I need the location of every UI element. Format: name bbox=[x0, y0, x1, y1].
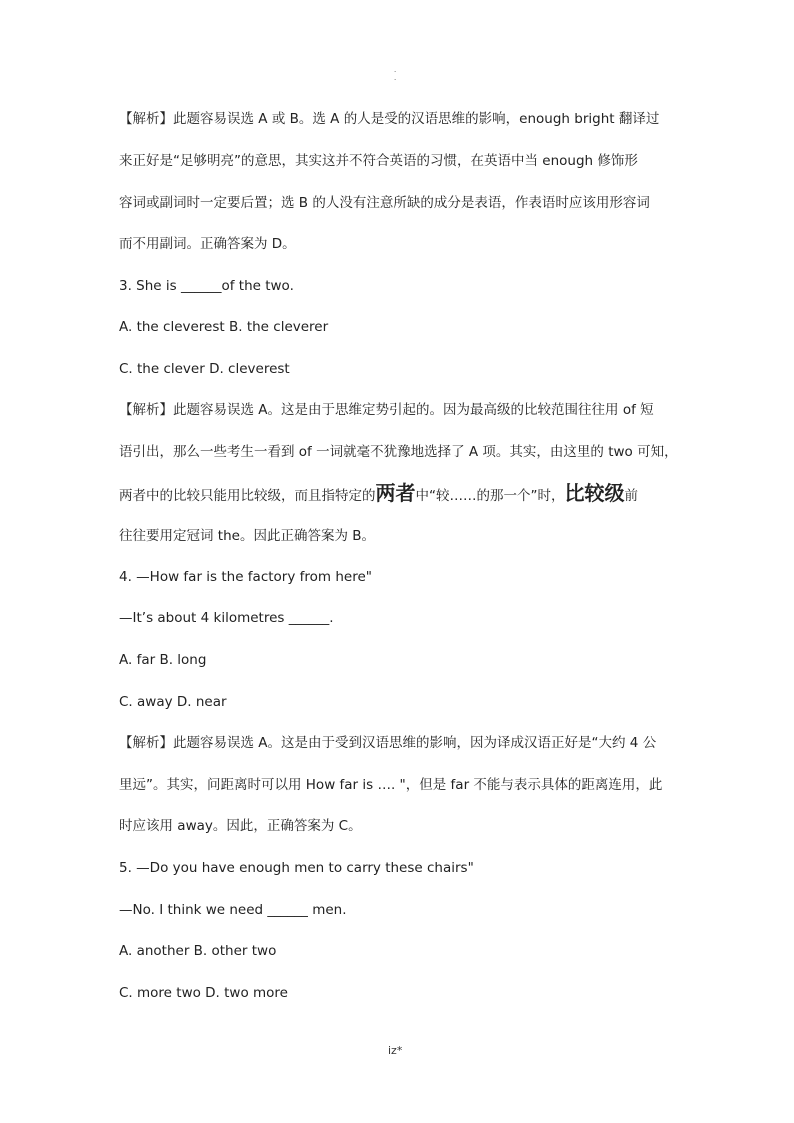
explanation-2-line-3: 容词或副词时一定要后置；选 B 的人没有注意所缺的成分是表语，作表语时应该用形容词 bbox=[119, 195, 650, 211]
question-4-options-cd: C. away D. near bbox=[119, 694, 227, 710]
question-3-options-cd: C. the clever D. cleverest bbox=[119, 361, 290, 377]
explanation-3-line-4: 往往要用定冠词 the。因此正确答案为 B。 bbox=[119, 528, 375, 544]
question-5-options-ab: A. another B. other two bbox=[119, 943, 277, 959]
emphasis-two: 两者 bbox=[375, 481, 416, 505]
explanation-3-line-3-part-b: 中“较……的那一个”时， bbox=[415, 488, 565, 504]
question-5-answer-line: —No. I think we need ______ men. bbox=[119, 902, 347, 918]
explanation-2-line-1: 【解析】此题容易误选 A 或 B。选 A 的人是受的汉语思维的影响，enough bright 翻译过 bbox=[119, 111, 660, 127]
explanation-2-line-4: 而不用副词。正确答案为 D。 bbox=[119, 236, 296, 252]
explanation-4-line-2: 里远”。其实，问距离时可以用 How far is …. "，但是 far 不能与表示具体的距离连用，此 bbox=[119, 777, 663, 793]
question-3-options-ab: A. the cleverest B. the cleverer bbox=[119, 319, 329, 335]
explanation-3-line-2: 语引出，那么一些考生一看到 of 一词就毫不犹豫地选择了 A 项。其实，由这里的 two 可知， bbox=[119, 444, 678, 460]
header-dots: . . bbox=[394, 66, 397, 82]
explanation-3-line-3-part-c: 前 bbox=[624, 488, 638, 504]
explanation-4-line-1: 【解析】此题容易误选 A。这是由于受到汉语思维的影响，因为译成汉语正好是“大约 4 公 bbox=[119, 735, 657, 751]
page-footer: iz* bbox=[388, 1044, 403, 1057]
question-5-options-cd: C. more two D. two more bbox=[119, 985, 288, 1001]
question-3-stem: 3. She is ______of the two. bbox=[119, 278, 294, 294]
explanation-2-line-2: 来正好是“足够明亮”的意思，其实这并不符合英语的习惯，在英语中当 enough 修饰形 bbox=[119, 153, 638, 169]
question-4-answer-line: —It’s about 4 kilometres ______. bbox=[119, 610, 334, 626]
emphasis-comparative: 比较级 bbox=[564, 481, 625, 505]
question-5-stem: 5. —Do you have enough men to carry these chairs" bbox=[119, 860, 474, 876]
question-4-stem: 4. —How far is the factory from here" bbox=[119, 569, 372, 585]
explanation-3-line-1: 【解析】此题容易误选 A。这是由于思维定势引起的。因为最高级的比较范围往往用 of 短 bbox=[119, 402, 654, 418]
explanation-3-line-3-part-a: 两者中的比较只能用比较级，而且指特定的 bbox=[119, 488, 376, 504]
explanation-4-line-3: 时应该用 away。因此，正确答案为 C。 bbox=[119, 818, 362, 834]
question-4-options-ab: A. far B. long bbox=[119, 652, 207, 668]
explanation-3-line-3 bbox=[119, 483, 638, 506]
